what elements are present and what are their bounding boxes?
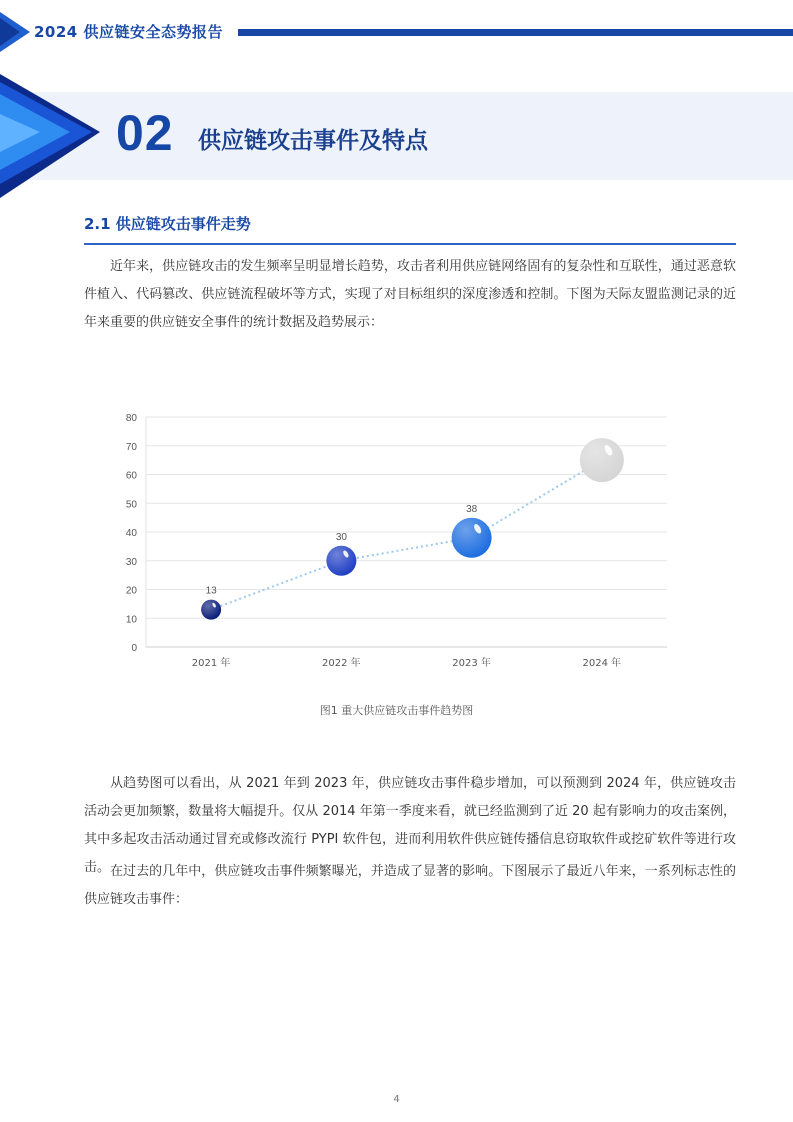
data-point-gloss — [580, 438, 624, 482]
y-tick-label: 60 — [125, 470, 137, 482]
data-point-gloss — [326, 546, 356, 576]
figure-caption: 图1 重大供应链攻击事件趋势图 — [319, 704, 474, 717]
y-tick-label: 10 — [125, 614, 137, 626]
header-triangle-inner-icon — [0, 18, 20, 46]
data-point-gloss — [201, 600, 221, 620]
data-point-gloss — [452, 518, 492, 558]
data-label: 30 — [335, 531, 347, 543]
header-bar — [238, 29, 793, 36]
x-tick-label: 2021 年 — [191, 658, 231, 669]
y-tick-label: 20 — [125, 585, 137, 597]
y-tick-label: 50 — [125, 499, 137, 511]
x-tick-label: 2022 年 — [322, 658, 361, 669]
x-tick-label: 2024 年 — [582, 658, 622, 669]
paragraph-analysis: 从趋势图可以看出，从 2021 年到 2023 年，供应链攻击事件稳步增加，可以预测到 2024 年，供应链攻击活动会更加频繁，数量将大幅提升。仅从 2014 年第一季度来看，就已经监测到了近 20 起有影响力的攻击案例，其中多起攻击活动通过冒充或修改流行 PYPI 软件包，进而利用软件供应链传播信息窃取软件或挖矿软件等进行攻击。 — [84, 776, 736, 875]
paragraph-events: 在过去的几年中，供应链攻击事件频繁曝光，并造成了显著的影响。下图展示了最近八年来，一系列标志性的供应链攻击事件： — [84, 864, 736, 907]
y-tick-label: 80 — [125, 413, 137, 424]
data-label: 13 — [205, 585, 217, 597]
y-tick-label: 0 — [131, 643, 137, 654]
chapter-number: 02 — [116, 105, 174, 161]
y-tick-label: 30 — [125, 556, 137, 568]
section-title: 2.1 供应链攻击事件走势 — [84, 215, 251, 233]
chapter-decoration-icon — [0, 74, 130, 198]
paragraph-intro: 近年来，供应链攻击的发生频率呈明显增长趋势，攻击者利用供应链网络固有的复杂性和互联性，通过恶意软件植入、代码篡改、供应链流程破坏等方式，实现了对目标组织的深度渗透和控制。下图为天际友盟监测记录的近年来重要的供应链安全事件的统计数据及趋势展示： — [84, 259, 736, 330]
x-tick-label: 2023 年 — [452, 658, 491, 669]
trend-line — [211, 460, 602, 610]
chapter-title: 供应链攻击事件及特点 — [198, 128, 428, 154]
section-divider — [84, 243, 736, 245]
data-label: 38 — [466, 503, 478, 515]
y-tick-label: 40 — [125, 528, 137, 539]
trend-chart — [100, 400, 690, 680]
page-number: 4 — [393, 1094, 400, 1105]
report-title: 2024 供应链安全态势报告 — [34, 23, 223, 41]
y-tick-label: 70 — [125, 441, 137, 453]
